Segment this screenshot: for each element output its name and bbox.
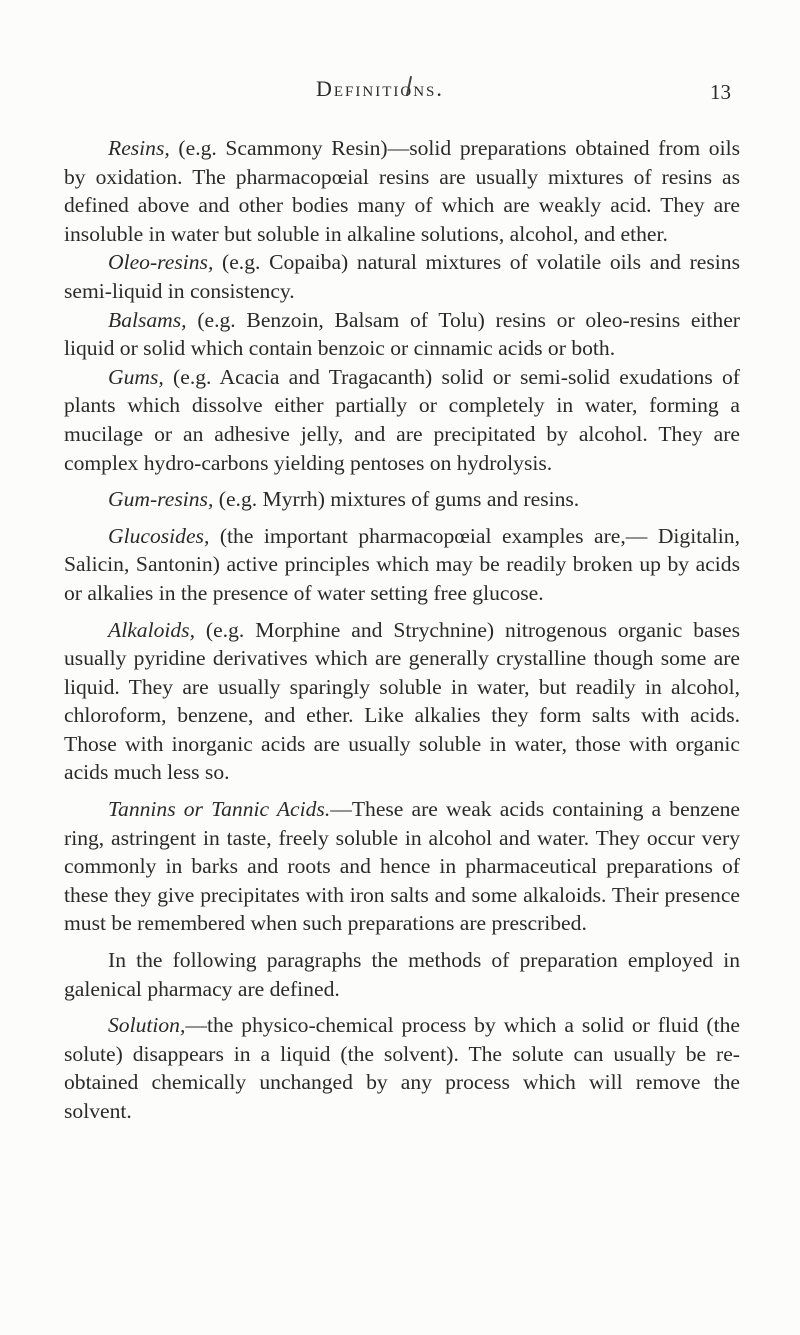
paragraph-alkaloids bbox=[64, 616, 740, 788]
paragraph-oleo-resins bbox=[64, 248, 740, 305]
definition-term: Solution, bbox=[108, 1013, 186, 1038]
definition-term: Alkaloids, bbox=[108, 617, 195, 642]
definition-term: Gum-resins, bbox=[108, 487, 214, 512]
definition-text: (e.g. Scammony Resin)—solid preparations obtained from oils by oxidation. The pharmacopœial resins are usually mixtures of resins as defined above and other bodies many of which are weakly acid. They are insoluble in water but soluble in alkaline solutions, alcohol, and ether. bbox=[64, 136, 740, 246]
paragraph-resins bbox=[64, 134, 740, 248]
paragraph-gum-resins bbox=[64, 485, 740, 514]
definition-term: Glucosides, bbox=[108, 523, 210, 548]
definition-text: (the important pharmacopœial examples are,— Digitalin, Salicin, Santonin) active principles which may be readily broken up by acids or alkalies in the presence of water setting free glucose. bbox=[64, 523, 740, 605]
definition-term: Oleo-resins, bbox=[108, 250, 214, 275]
paragraph-tannins bbox=[64, 795, 740, 938]
definition-text: —These are weak acids containing a benzene ring, astringent in taste, freely soluble in alcohol and water. They occur very commonly in barks and roots and hence in pharmaceutical preparations of these they give precipitates with iron salts and some alkaloids. Their presence must be remembered when such preparations are prescribed. bbox=[64, 797, 740, 936]
paragraph-balsams bbox=[64, 306, 740, 363]
paragraph-gums bbox=[64, 363, 740, 477]
running-title: Definitions. bbox=[316, 76, 444, 101]
body-text bbox=[64, 134, 740, 1126]
definition-text: (e.g. Copaiba) natural mixtures of volatile oils and resins semi-liquid in consistency. bbox=[64, 250, 740, 303]
page-header bbox=[0, 76, 800, 106]
definition-term: Tannins or Tannic Acids. bbox=[108, 797, 331, 822]
definition-text: (e.g. Benzoin, Balsam of Tolu) resins or oleo-resins either liquid or solid which contain benzoic or cinnamic acids or both. bbox=[64, 307, 740, 361]
paragraph-solution bbox=[64, 1011, 740, 1125]
definition-text: (e.g. Acacia and Tragacanth) solid or semi-solid exudations of plants which dissolve either partially or completely in water, forming a mucilage or an adhesive jelly, and are precipitated by alcohol. They are complex hydro-carbons yielding pentoses on hydrolysis. bbox=[64, 364, 740, 475]
definition-term: Gums, bbox=[108, 364, 164, 389]
definition-term: Resins, bbox=[108, 136, 170, 160]
definition-text: —the physico-chemical process by which a solid or fluid (the solute) disappears in a liquid (the solvent). The solute can usually be re-obtained chemically unchanged by any process which will remove the solvent. bbox=[64, 1013, 740, 1123]
definition-term: Balsams, bbox=[108, 307, 187, 332]
paragraph-methods-intro bbox=[64, 946, 740, 1003]
definition-text: In the following paragraphs the methods of preparation employed in galenical pharmacy are defined. bbox=[64, 948, 740, 1001]
definition-text: (e.g. Myrrh) mixtures of gums and resins. bbox=[213, 487, 580, 512]
paragraph-glucosides bbox=[64, 522, 740, 608]
page-number: 13 bbox=[710, 80, 731, 104]
definition-text: (e.g. Morphine and Strychnine) nitrogenous organic bases usually pyridine derivatives which are generally crystalline though some are liquid. They are usually sparingly soluble in water, but readily in alcohol, chloroform, benzene, and ether. Like alkalies they form salts with acids. Those with inorganic acids are usually soluble in water, those with organic acids much less so. bbox=[64, 617, 740, 785]
